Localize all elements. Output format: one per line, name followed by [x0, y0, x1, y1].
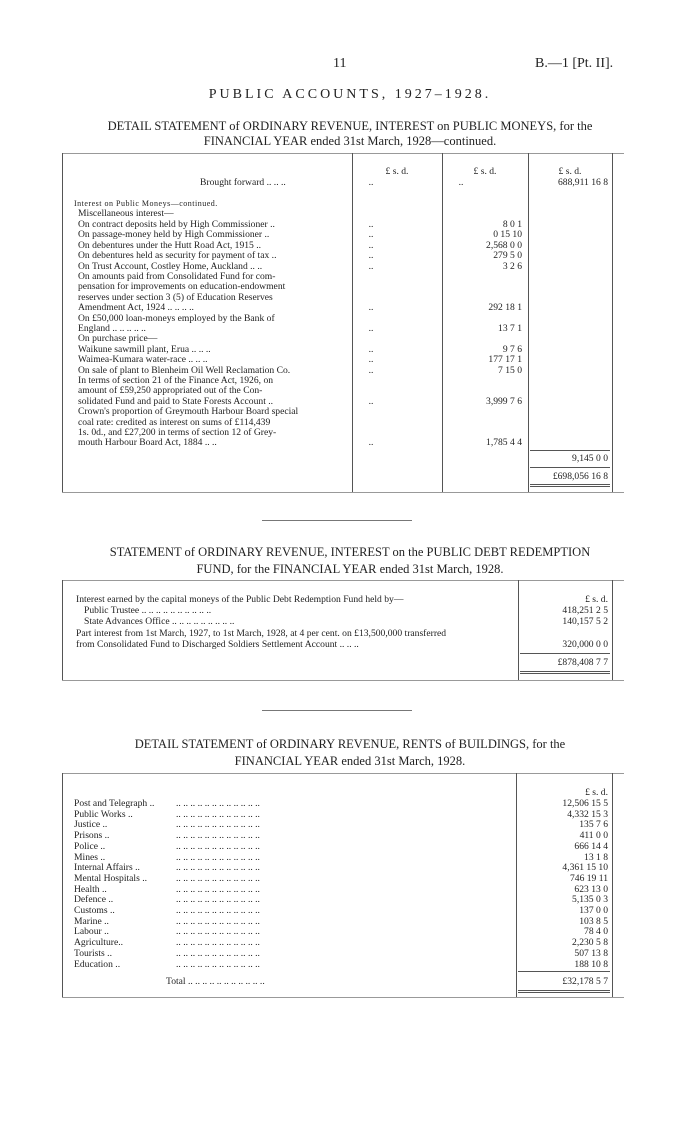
rent-row-dots: .. .. .. .. .. .. .. .. .. .. .. .. — [176, 872, 260, 884]
section1-heading-line2: FINANCIAL YEAR ended 31st March, 1928—continued. — [203, 134, 497, 148]
total-value: £698,056 16 8 — [552, 471, 608, 482]
line-item-value: 13 7 1 — [498, 323, 522, 334]
rent-row-label: Mental Hospitals .. — [74, 872, 148, 884]
rent-row-label: Defence .. — [74, 894, 114, 906]
rent-row-dots: .. .. .. .. .. .. .. .. .. .. .. .. — [176, 937, 260, 949]
rent-row-label: Education .. — [74, 958, 121, 970]
rent-row-label: Police .. — [74, 840, 106, 852]
rent-row-label: Public Works .. — [74, 808, 133, 820]
rent-row-label: Tourists .. — [74, 947, 112, 959]
rent-row-value: 4,361 15 10 — [562, 862, 608, 874]
rent-row-dots: .. .. .. .. .. .. .. .. .. .. .. .. — [176, 947, 260, 959]
line-item-dots: .. — [368, 323, 374, 334]
table-column-rule — [516, 773, 517, 997]
rent-row-dots: .. .. .. .. .. .. .. .. .. .. .. .. — [176, 840, 260, 852]
rent-row-value: 188 10 8 — [574, 958, 608, 970]
rent-row-value: 135 7 6 — [579, 819, 608, 831]
line-state-advances: State Advances Office .. .. .. .. .. .. .. .. .. — [84, 616, 235, 627]
total-double-rule — [518, 990, 610, 991]
line-item-text: On contract deposits held by High Commissioner .. — [78, 219, 275, 230]
line-item-text: Amendment Act, 1924 .. .. .. .. — [78, 302, 194, 314]
table-column-rule — [442, 153, 443, 493]
subtotal-value: 9,145 0 0 — [572, 453, 608, 464]
page-number: 11 — [333, 56, 347, 71]
total-label: Total .. .. .. .. .. .. .. .. .. .. .. — [166, 976, 265, 987]
rent-row-dots: .. .. .. .. .. .. .. .. .. .. .. .. — [176, 894, 260, 906]
line-item-dots: .. — [368, 437, 374, 449]
intro-text: Interest earned by the capital moneys of the Public Debt Redemption Fund held by— — [76, 594, 404, 605]
rent-row-dots: .. .. .. .. .. .. .. .. .. .. .. .. — [176, 958, 260, 970]
section2-heading-line2: FUND, for the FINANCIAL YEAR ended 31st March, 1928. — [196, 562, 504, 576]
table-right-rule — [612, 580, 613, 680]
rent-row-value: 103 8 5 — [579, 915, 608, 927]
table-right-rule — [612, 773, 613, 997]
rent-row-value: 5,135 0 3 — [572, 894, 608, 906]
line-item-dots: .. — [368, 364, 374, 376]
table-right-rule — [612, 153, 613, 493]
page-title: PUBLIC ACCOUNTS, 1927–1928. — [208, 87, 492, 102]
line-item-value: 0 15 10 — [493, 229, 522, 241]
line-public-trustee: Public Trustee .. .. .. .. .. .. .. .. .. .. — [84, 605, 212, 616]
rent-row-label: Labour .. — [74, 926, 109, 938]
brought-forward-label: Brought forward .. .. .. — [200, 177, 286, 188]
line-item-value: 2,568 0 0 — [486, 239, 522, 251]
total-rule — [530, 467, 610, 468]
rent-row-value: 2,230 5 8 — [572, 937, 608, 949]
line-item-text: Waikune sawmill plant, Erua .. .. .. — [78, 343, 211, 355]
column-header: £ s. d. — [585, 594, 608, 605]
rent-row-label: Marine .. — [74, 915, 109, 927]
line-item-value: 292 18 1 — [488, 302, 522, 314]
group-heading: Interest on Public Moneys—continued. — [74, 199, 218, 208]
line-item-text: On sale of plant to Blenheim Oil Well Reclamation Co. — [78, 364, 291, 376]
rent-row-label: Agriculture.. — [74, 937, 124, 949]
sub-heading: Miscellaneous interest— — [78, 208, 174, 219]
line-item-value: 1,785 4 4 — [486, 437, 522, 449]
line-item-text: On debentures under the Hutt Road Act, 1915 .. — [78, 239, 262, 251]
column-header-3: £ s. d. — [558, 166, 582, 177]
table-column-rule — [518, 580, 519, 680]
brought-forward-value: 688,911 16 8 — [557, 177, 608, 188]
total-double-rule — [530, 484, 610, 485]
line-item-value: 3 2 6 — [502, 260, 522, 272]
rent-row-value: 411 0 0 — [579, 830, 608, 842]
section3-heading-line1: DETAIL STATEMENT of ORDINARY REVENUE, RENTS of BUILDINGS, for the — [134, 737, 566, 751]
line-item-value: 279 5 0 — [493, 250, 522, 262]
rent-row-dots: .. .. .. .. .. .. .. .. .. .. .. .. — [176, 851, 260, 863]
line-item-text: amount of £59,250 appropriated out of the Con- — [78, 385, 263, 397]
rent-row-dots: .. .. .. .. .. .. .. .. .. .. .. .. — [176, 830, 260, 842]
rent-row-dots: .. .. .. .. .. .. .. .. .. .. .. .. — [176, 883, 260, 895]
section-separator — [262, 520, 412, 521]
rent-row-dots: .. .. .. .. .. .. .. .. .. .. .. .. — [176, 926, 260, 938]
rent-row-dots: .. .. .. .. .. .. .. .. .. .. .. .. — [176, 915, 260, 927]
column-header: £ s. d. — [585, 787, 608, 798]
line-item-text: pensation for improvements on education-endowment — [78, 281, 286, 293]
table-top-rule — [62, 580, 624, 581]
part-interest-value: 320,000 0 0 — [562, 639, 608, 650]
brought-forward-dots: .. — [368, 177, 374, 188]
line-item-text: solidated Fund and paid to State Forests Account .. — [78, 395, 274, 407]
rent-row-dots: .. .. .. .. .. .. .. .. .. .. .. .. — [176, 905, 260, 916]
line-item-text: Crown's proportion of Greymouth Harbour Board special — [78, 406, 299, 418]
total-value: £32,178 5 7 — [562, 976, 608, 987]
rent-row-value: 13 1 8 — [584, 851, 608, 863]
line-item-value: 8 0 1 — [502, 219, 522, 230]
rent-row-dots: .. .. .. .. .. .. .. .. .. .. .. .. — [176, 808, 260, 820]
line-item-text: England .. .. .. .. .. — [78, 323, 146, 334]
line-item-dots: .. — [368, 343, 374, 355]
line-item-value: 3,999 7 6 — [486, 395, 522, 407]
section3-heading-line2: FINANCIAL YEAR ended 31st March, 1928. — [234, 754, 466, 768]
rent-row-value: 746 19 11 — [569, 872, 608, 884]
table-column-rule — [352, 153, 353, 493]
line-item-dots: .. — [368, 250, 374, 262]
line-item-value: 177 17 1 — [488, 354, 522, 366]
line-item-text: On passage-money held by High Commissioner .. — [78, 229, 270, 241]
rent-row-value: 78 4 0 — [584, 926, 608, 938]
rent-row-label: Internal Affairs .. — [74, 862, 140, 874]
line-item-text: coal rate: credited as interest on sums of £114,439 — [78, 416, 271, 428]
line-item-text: reserves under section 3 (5) of Education Reserves — [78, 291, 273, 303]
table-bottom-rule — [62, 492, 624, 493]
part-interest-line1: Part interest from 1st March, 1927, to 1st March, 1928, at 4 per cent. on £13,500,000 transferred — [76, 628, 447, 639]
table-left-rule — [62, 580, 63, 680]
rent-row-label: Post and Telegraph .. — [74, 798, 155, 809]
table-top-rule — [62, 773, 624, 774]
line-item-dots: .. — [368, 229, 374, 241]
line-item-dots: .. — [368, 302, 374, 314]
brought-forward-dots: .. — [458, 177, 464, 188]
total-double-rule — [518, 992, 610, 993]
rent-row-value: 4,332 15 3 — [567, 808, 608, 820]
line-item-text: On £50,000 loan-moneys employed by the Bank of — [78, 312, 275, 324]
line-item-text: Waimea-Kumara water-race .. .. .. — [78, 354, 208, 366]
line-item-text: On purchase price— — [78, 333, 158, 345]
document-reference: B.—1 [Pt. II]. — [535, 56, 614, 71]
table-top-rule — [62, 153, 624, 154]
total-value: £878,408 7 7 — [557, 657, 608, 668]
total-double-rule — [520, 673, 610, 674]
total-double-rule — [530, 486, 610, 487]
section-separator — [262, 710, 412, 711]
line-item-dots: .. — [368, 354, 374, 366]
line-item-text: mouth Harbour Board Act, 1884 .. .. — [78, 437, 217, 449]
line-item-dots: .. — [368, 239, 374, 251]
column-header-2: £ s. d. — [473, 166, 497, 177]
rent-row-label: Mines .. — [74, 851, 106, 863]
line-item-text: In terms of section 21 of the Finance Act, 1926, on — [78, 375, 274, 386]
line-item-dots: .. — [368, 219, 374, 230]
table-left-rule — [62, 773, 63, 997]
line-item-value: 7 15 0 — [498, 364, 522, 376]
line-item-dots: .. — [368, 395, 374, 407]
rent-row-dots: .. .. .. .. .. .. .. .. .. .. .. .. — [176, 819, 260, 831]
rent-row-value: 666 14 4 — [574, 840, 608, 852]
rent-row-value: 137 0 0 — [579, 905, 608, 916]
table-left-rule — [62, 153, 63, 493]
rent-row-label: Prisons .. — [74, 830, 110, 842]
value-state-advances: 140,157 5 2 — [562, 616, 608, 627]
line-item-text: 1s. 0d., and £27,200 in terms of section 12 of Grey- — [78, 427, 277, 438]
value-public-trustee: 418,251 2 5 — [562, 605, 608, 616]
rent-row-dots: .. .. .. .. .. .. .. .. .. .. .. .. — [176, 862, 260, 874]
total-rule — [518, 971, 610, 972]
rent-row-label: Customs .. — [74, 905, 115, 916]
section1-heading-line1: DETAIL STATEMENT of ORDINARY REVENUE, INTEREST on PUBLIC MONEYS, for the — [107, 119, 593, 133]
rent-row-dots: .. .. .. .. .. .. .. .. .. .. .. .. — [176, 798, 260, 809]
rent-row-value: 507 13 8 — [574, 947, 608, 959]
table-bottom-rule — [62, 997, 624, 998]
part-interest-line2: from Consolidated Fund to Discharged Soldiers Settlement Account .. .. .. — [76, 639, 359, 650]
table-bottom-rule — [62, 680, 624, 681]
rent-row-value: 12,506 15 5 — [562, 798, 608, 809]
total-rule — [520, 653, 610, 654]
table-column-rule — [528, 153, 529, 493]
section2-heading-line1: STATEMENT of ORDINARY REVENUE, INTEREST on the PUBLIC DEBT REDEMPTION — [109, 545, 591, 559]
rent-row-label: Health .. — [74, 883, 107, 895]
rent-row-value: 623 13 0 — [574, 883, 608, 895]
line-item-text: On amounts paid from Consolidated Fund for com- — [78, 271, 276, 282]
column-header-1: £ s. d. — [385, 166, 409, 177]
line-item-dots: .. — [368, 260, 374, 272]
rent-row-label: Justice .. — [74, 819, 108, 831]
subtotal-rule — [530, 450, 610, 451]
line-item-text: On Trust Account, Costley Home, Auckland .. .. — [78, 260, 263, 272]
line-item-value: 9 7 6 — [502, 343, 522, 355]
total-double-rule — [520, 671, 610, 672]
line-item-text: On debentures held as security for payment of tax .. — [78, 250, 277, 262]
